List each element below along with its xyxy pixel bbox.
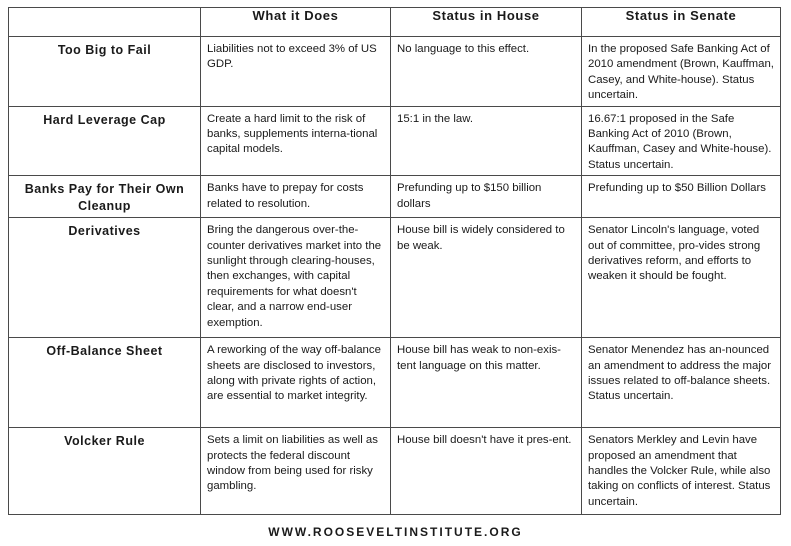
house-status-cell: House bill is widely considered to be weak. [391, 218, 582, 338]
senate-status-cell: In the proposed Safe Banking Act of 2010 amendment (Brown, Kauffman, Casey, and White-house). Status uncertain. [582, 37, 781, 107]
table-row [9, 37, 781, 107]
house-status-cell: House bill has weak to non-exis-tent language on this matter. [391, 338, 582, 428]
senate-status-cell: Senator Lincoln's language, voted out of committee, pro-vides strong derivatives reform, and efforts to weaken it should be fought. [582, 218, 781, 338]
what-it-does-cell: A reworking of the way off-balance sheets are disclosed to investors, along with private rights of action, are essential to market integrity. [201, 338, 391, 428]
what-it-does-cell: Banks have to prepay for costs related to resolution. [201, 176, 391, 218]
table-row [9, 176, 781, 218]
column-header-status-house: Status in House [391, 8, 582, 37]
table-row [9, 218, 781, 338]
table-row [9, 106, 781, 176]
house-status-cell: 15:1 in the law. [391, 106, 582, 176]
table-row [9, 338, 781, 428]
website-footer: WWW.ROOSEVELTINSTITUTE.ORG [268, 525, 523, 539]
what-it-does-cell: Liabilities not to exceed 3% of US GDP. [201, 37, 391, 107]
senate-status-cell: Prefunding up to $50 Billion Dollars [582, 176, 781, 218]
column-header-what-it-does: What it Does [201, 8, 391, 37]
row-label: Hard Leverage Cap [9, 106, 201, 176]
what-it-does-cell: Sets a limit on liabilities as well as protects the federal discount window from being used for risky gambling. [201, 428, 391, 515]
header-row [9, 8, 781, 37]
row-label: Too Big to Fail [9, 37, 201, 107]
what-it-does-cell: Create a hard limit to the risk of banks, supplements interna-tional capital models. [201, 106, 391, 176]
house-status-cell: House bill doesn't have it pres-ent. [391, 428, 582, 515]
senate-status-cell: 16.67:1 proposed in the Safe Banking Act of 2010 (Brown, Kauffman, Casey and White-house). Status uncertain. [582, 106, 781, 176]
senate-status-cell: Senator Menendez has an-nounced an amendment to address the major issues related to off-balance sheets. Status uncertain. [582, 338, 781, 428]
comparison-table [8, 7, 781, 515]
what-it-does-cell: Bring the dangerous over-the-counter derivatives market into the sunlight through clearing-houses, then exchanges, with capital requirements for what doesn't clear, and a narrow end-user exemption. [201, 218, 391, 338]
table-row [9, 428, 781, 515]
column-header-status-senate: Status in Senate [582, 8, 781, 37]
corner-cell [9, 8, 201, 37]
house-status-cell: No language to this effect. [391, 37, 582, 107]
senate-status-cell: Senators Merkley and Levin have proposed an amendment that handles the Volcker Rule, while also taking on conflicts of interest. Status uncertain. [582, 428, 781, 515]
row-label: Banks Pay for Their Own Cleanup [9, 176, 201, 218]
row-label: Volcker Rule [9, 428, 201, 515]
house-status-cell: Prefunding up to $150 billion dollars [391, 176, 582, 218]
row-label: Derivatives [9, 218, 201, 338]
row-label: Off-Balance Sheet [9, 338, 201, 428]
